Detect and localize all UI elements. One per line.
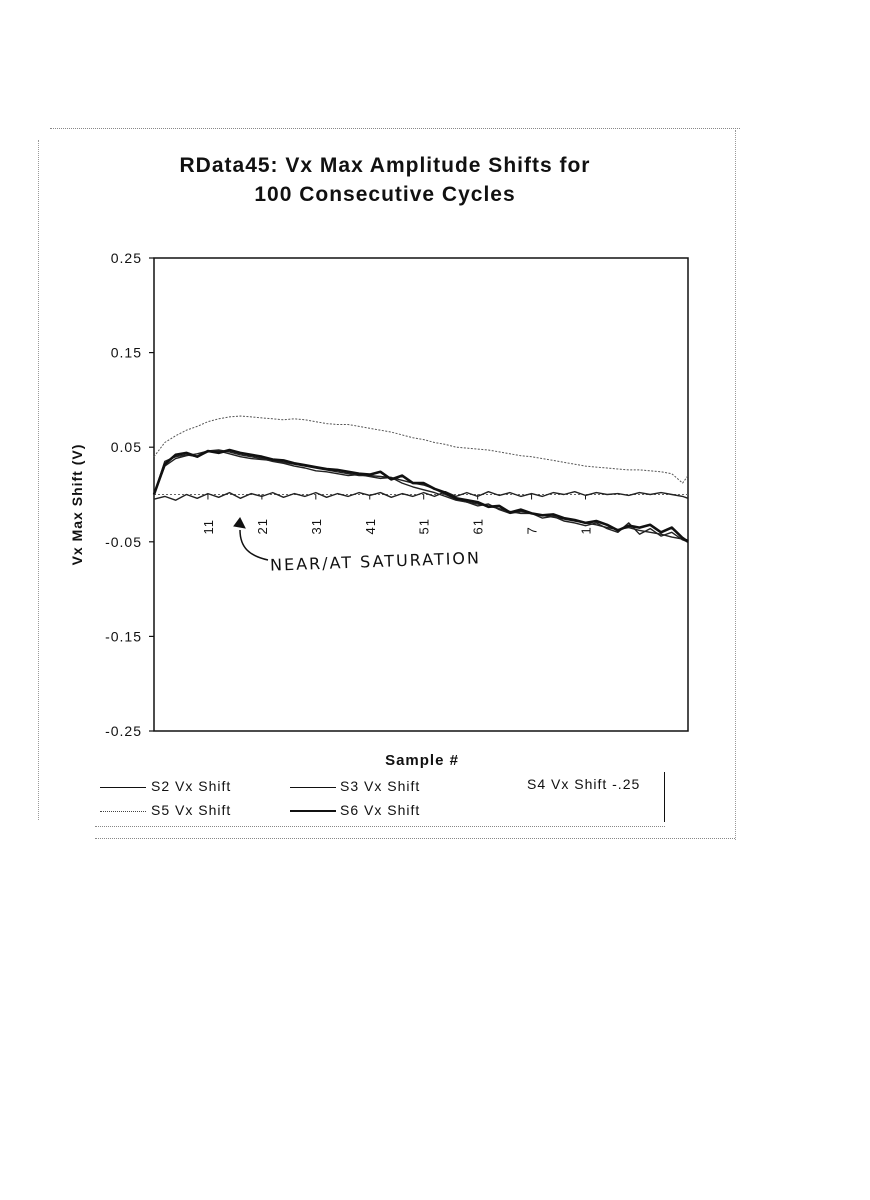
legend-label-s2: S2 Vx Shift — [151, 778, 232, 794]
x-axis-label: Sample # — [385, 752, 459, 769]
legend-line-s3 — [290, 787, 336, 788]
y-tick-label: -0.15 — [105, 628, 142, 645]
saturation-annotation: NEAR/AT SATURATION — [269, 548, 482, 575]
y-tick-label: -0.25 — [105, 723, 142, 739]
x-tick-label: 51 — [416, 518, 432, 535]
y-axis — [105, 250, 154, 739]
y-axis-label: Vx Max Shift (V) — [69, 443, 85, 566]
scan-line — [95, 838, 735, 839]
legend-label-s6: S6 Vx Shift — [340, 802, 421, 818]
y-tick-label: 0.15 — [110, 344, 142, 361]
scan-line — [735, 130, 736, 840]
chart-title-line-1: RData45: Vx Max Amplitude Shifts for — [179, 154, 591, 177]
legend-label-s5: S5 Vx Shift — [151, 802, 232, 818]
y-tick-label: 0.25 — [110, 250, 142, 266]
x-tick-label: 11 — [200, 519, 216, 535]
legend-line-s5 — [100, 811, 146, 812]
scan-line — [95, 826, 665, 827]
x-tick-label: 41 — [362, 518, 378, 535]
legend-line-s2 — [100, 787, 146, 788]
annotation-arrow-head — [234, 518, 245, 528]
legend-border — [664, 772, 665, 822]
series-line-s5 — [154, 416, 688, 483]
scan-line — [50, 128, 740, 129]
y-tick-label: -0.05 — [105, 533, 142, 550]
x-tick-label: 31 — [308, 518, 324, 535]
x-tick-label: 7 — [524, 526, 540, 535]
legend-label-s4: S4 Vx Shift -.25 — [527, 776, 641, 792]
y-tick-label: 0.05 — [110, 439, 142, 456]
legend-label-s3: S3 Vx Shift — [340, 778, 421, 794]
chart-title-line-2: 100 Consecutive Cycles — [254, 183, 516, 206]
scan-line — [38, 140, 39, 820]
x-tick-label: 1 — [578, 526, 594, 535]
x-tick-label: 21 — [254, 518, 270, 535]
series-line-s4 — [154, 492, 688, 501]
legend-line-s6 — [290, 810, 336, 812]
x-tick-label: 61 — [470, 518, 486, 535]
